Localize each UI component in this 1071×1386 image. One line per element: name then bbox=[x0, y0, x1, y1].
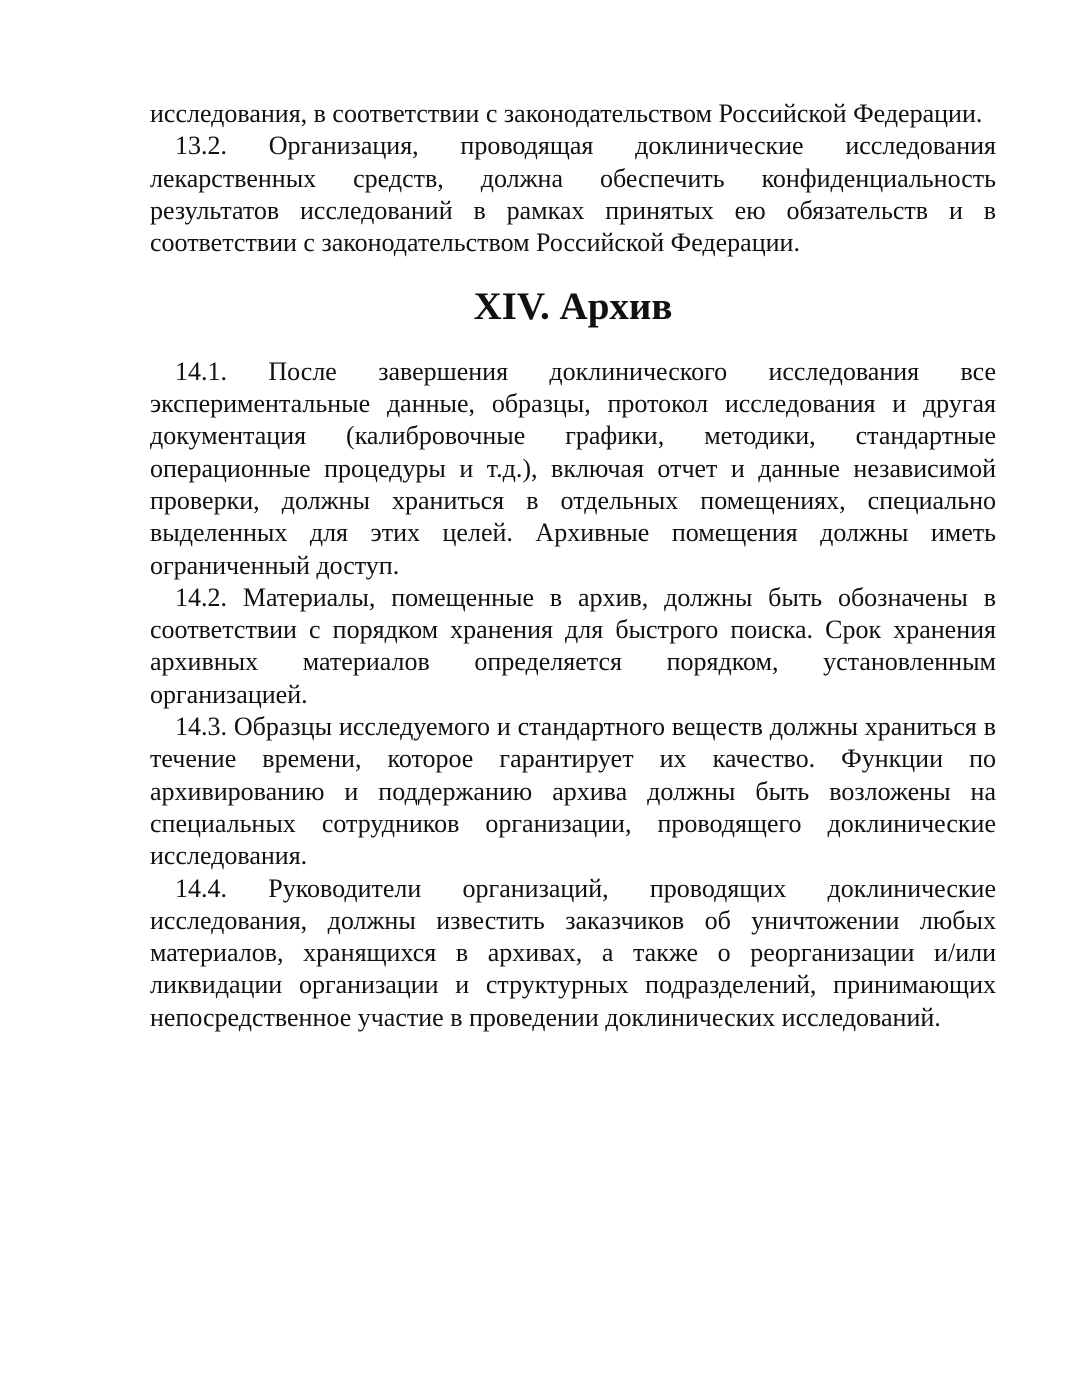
document-page bbox=[150, 98, 996, 1034]
paragraph-14-2: 14.2. Материалы, помещенные в архив, должны быть обозначены в соответствии с порядком хранения для быстрого поиска. Срок хранения архивных материалов определяется порядком, установленным организацией. bbox=[150, 582, 996, 709]
paragraph-14-4: 14.4. Руководители организаций, проводящих доклинические исследования, должны известить заказчиков об уничтожении любых материалов, хранящихся в архивах, а также о реорганизации и/или ликвидации организации и структурных подразделений, принимающих непосредственное участие в проведении доклинических исследований. bbox=[150, 873, 996, 1032]
paragraph-14-1: 14.1. После завершения доклинического исследования все экспериментальные данные, образцы, протокол исследования и другая документация (калибровочные графики, методики, стандартные операционные процедуры и т.д.), включая отчет и данные независимой проверки, должны храниться в отдельных помещениях, специально выделенных для этих целей. Архивные помещения должны иметь ограниченный доступ. bbox=[150, 356, 996, 580]
paragraph-13-2: 13.2. Организация, проводящая доклинические исследования лекарственных средств, должна обеспечить конфиденциальность результатов исследований в рамках принятых ею обязательств и в соответствии с законодательством Российской Федерации. bbox=[150, 131, 996, 258]
section-title: XIV. Архив bbox=[473, 285, 673, 329]
paragraph-continuation: исследования, в соответствии с законодательством Российской Федерации. bbox=[150, 99, 983, 128]
paragraph-14-3: 14.3. Образцы исследуемого и стандартного веществ должны храниться в течение времени, которое гарантирует их качество. Функции по архивированию и поддержанию архива должны быть возложены на специальных сотрудников организации, проводящего доклинические исследования. bbox=[150, 712, 996, 871]
